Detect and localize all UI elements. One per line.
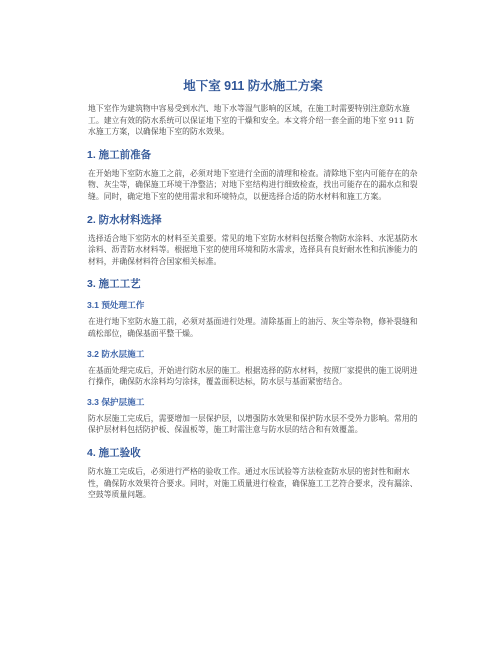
section-heading-preparation: 1. 施工前准备 — [87, 148, 152, 161]
section-body-materials: 选择适合地下室防水的材料至关重要。常见的地下室防水材料包括聚合物防水涂料、水泥基防水涂料、沥青防水材料等。根据地下室的使用环境和防水需求，选择具有良好耐水性和抗渗能力的材料，并确保材料符合国家相关标准。 — [88, 233, 418, 266]
subsection-heading-protective-layer: 3.3 保护层施工 — [87, 396, 145, 407]
section-heading-acceptance: 4. 施工验收 — [87, 446, 141, 459]
subsection-heading-waterproof-layer: 3.2 防水层施工 — [87, 348, 145, 359]
subsection-body-pretreatment: 在进行地下室防水施工前，必须对基面进行处理。清除基面上的油污、灰尘等杂物，修补裂缝和疏松部位，确保基面平整干燥。 — [88, 317, 418, 338]
document-content — [88, 78, 418, 501]
subsection-body-waterproof-layer: 在基面处理完成后，开始进行防水层的施工。根据选择的防水材料，按照厂家提供的施工说明进行操作，确保防水涂料均匀涂抹，覆盖面积达标，防水层与基面紧密结合。 — [88, 365, 418, 387]
section-body-preparation: 在开始地下室防水施工之前，必须对地下室进行全面的清理和检查。清除地下室内可能存在的杂物、灰尘等，确保施工环境干净整洁；对地下室结构进行细致检查，找出可能存在的漏水点和裂缝。同时，确定地下室的使用需求和环境特点，以便选择合适的防水材料和施工方案。 — [88, 168, 418, 201]
section-body-acceptance: 防水施工完成后，必须进行严格的验收工作。通过水压试验等方法检查防水层的密封性和耐水性，确保防水效果符合要求。同时，对施工质量进行检查，确保施工工艺符合要求，没有漏涂、空鼓等质量问题。 — [88, 466, 418, 500]
subsection-heading-pretreatment: 3.1 预处理工作 — [87, 300, 145, 311]
section-heading-process: 3. 施工工艺 — [87, 278, 141, 291]
intro-paragraph: 地下室作为建筑物中容易受到水汽、地下水等湿气影响的区域，在施工时需要特别注意防水施工。建立有效的防水系统可以保证地下室的干燥和安全。本文将介绍一套全面的地下室 911 防水施工方案，以确保地下室的防水效果。 — [88, 104, 415, 137]
page-title: 地下室 911 防水施工方案 — [183, 79, 323, 93]
subsection-body-protective-layer: 防水层施工完成后，需要增加一层保护层，以增强防水效果和保护防水层不受外力影响。常用的保护层材料包括防护板、保温板等，施工时需注意与防水层的结合和有效覆盖。 — [88, 413, 418, 435]
section-heading-materials: 2. 防水材料选择 — [87, 213, 162, 226]
